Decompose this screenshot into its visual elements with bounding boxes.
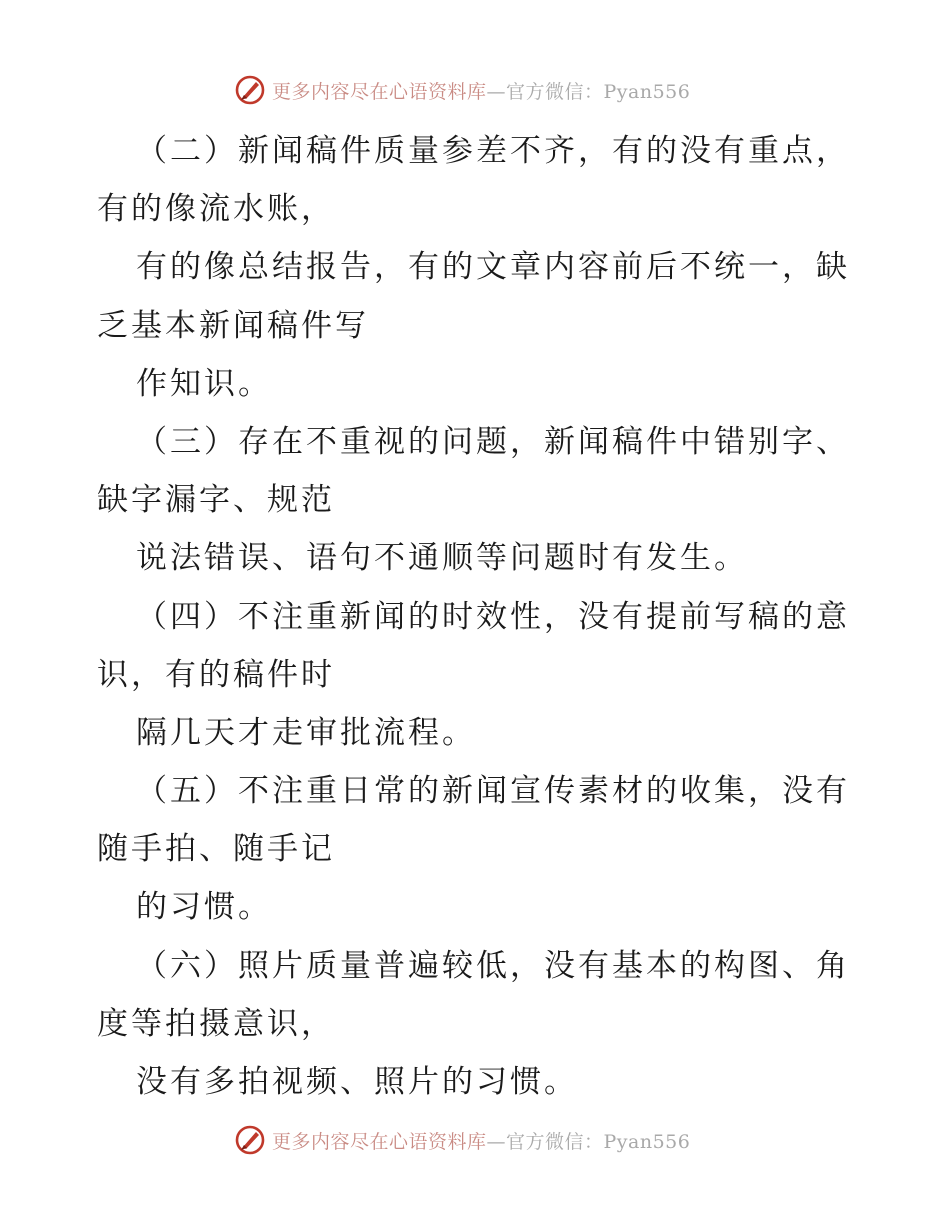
text-line: （二）新闻稿件质量参差不齐，有的没有重点，	[136, 133, 850, 169]
text-line: 随手拍、随手记	[97, 831, 335, 868]
text-line: 隔几天才走审批流程。	[136, 714, 476, 751]
text-line: 缺字漏字、规范	[97, 482, 335, 519]
text-line: 说法错误、语句不通顺等问题时有发生。	[136, 540, 748, 577]
text-line: 的习惯。	[136, 889, 272, 926]
text-line: 有的像流水账，	[97, 191, 335, 228]
text-line: 乏基本新闻稿件写	[97, 307, 369, 344]
text-line: （四）不注重新闻的时效性，没有提前写稿的意	[136, 598, 850, 635]
banner-text-main: 更多内容尽在心语资料库	[272, 1130, 487, 1153]
text-line: 识，有的稿件时	[97, 656, 335, 693]
banner-text-main: 更多内容尽在心语资料库	[272, 80, 487, 103]
header-banner	[234, 72, 690, 108]
text-line: 作知识。	[136, 365, 272, 402]
document-body	[97, 122, 867, 1111]
footer-banner	[234, 1122, 690, 1158]
text-line: 度等拍摄意识，	[97, 1005, 335, 1042]
banner-text-wechat: —官方微信：Pyan556	[486, 1130, 691, 1153]
banner-text	[272, 1127, 690, 1154]
quill-pen-logo-icon	[234, 74, 266, 106]
text-line: （三）存在不重视的问题，新闻稿件中错别字、	[136, 423, 850, 460]
text-line: （五）不注重日常的新闻宣传素材的收集，没有	[136, 773, 850, 810]
banner-text	[272, 77, 690, 104]
text-line: （六）照片质量普遍较低，没有基本的构图、角	[136, 947, 850, 984]
banner-text-wechat: —官方微信：Pyan556	[486, 80, 691, 103]
quill-pen-logo-icon	[234, 1124, 266, 1156]
text-line: 没有多拍视频、照片的习惯。	[136, 1064, 578, 1100]
text-line: 有的像总结报告，有的文章内容前后不统一，缺	[136, 249, 850, 286]
